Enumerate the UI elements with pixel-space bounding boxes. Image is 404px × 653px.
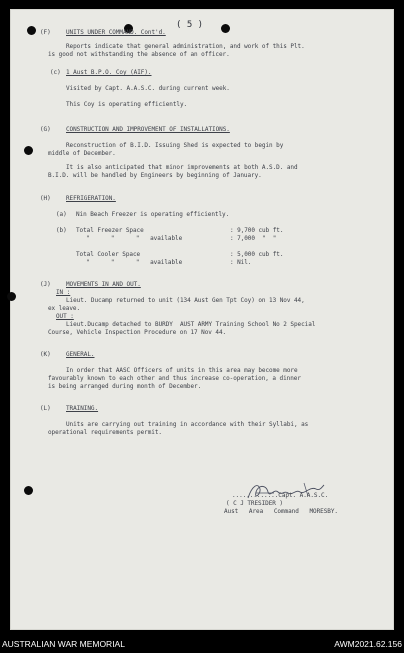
- sub-c-para2: This Coy is operating efficiently.: [66, 101, 188, 108]
- section-g-label: (G): [40, 126, 51, 133]
- cooler-available-value: : Nil.: [230, 259, 252, 266]
- punch-hole-left-1: [24, 146, 33, 155]
- movement-out-line1: Lieut.Ducamp detached to BURDY AUST ARMY Training School No 2 Special: [66, 321, 316, 328]
- section-k-para-line3: is being arranged during month of December.: [48, 383, 202, 390]
- footer-institution: AUSTRALIAN WAR MEMORIAL: [2, 639, 125, 649]
- section-g-para2-line2: B.I.D. will be handled by Engineers by beginning of January.: [48, 172, 262, 179]
- cooler-available-label: " " " available: [86, 259, 183, 266]
- movement-in-line2: ex leave.: [48, 305, 81, 312]
- section-l-para-line1: Units are carrying out training in accordance with their Syllabi, as: [66, 421, 309, 428]
- section-g-para2-line1: It is also anticipated that minor improvements at both A.S.D. and: [66, 164, 298, 171]
- sub-c-label: (c): [50, 69, 61, 76]
- section-k-label: (K): [40, 351, 51, 358]
- signature-line-rank: .............Capt. A.A.S.C.: [232, 492, 329, 499]
- section-f-heading: UNITS UNDER COMMAND. Cont'd.: [66, 29, 166, 36]
- freezer-available-label: " " " available: [86, 235, 183, 242]
- section-l-para-line2: operational requirements permit.: [48, 429, 162, 436]
- sub-b-label: (b): [56, 227, 67, 234]
- section-h-heading: REFRIGERATION.: [66, 195, 116, 202]
- movement-out-label: OUT :: [56, 313, 74, 320]
- section-g-heading: CONSTRUCTION AND IMPROVEMENT OF INSTALLATIONS.: [66, 126, 230, 133]
- section-g-para1-line2: middle of December.: [48, 150, 116, 157]
- sub-a-label: (a): [56, 211, 67, 218]
- page-number: ( 5 ): [176, 20, 204, 30]
- signature-command: Aust Area Command MORESBY.: [224, 508, 338, 515]
- punch-hole-top-left: [27, 26, 36, 35]
- punch-hole-left-3: [24, 486, 33, 495]
- section-f-label: (F): [40, 29, 51, 36]
- footer-accession-number: AWM2021.62.156: [334, 639, 402, 649]
- sub-c-para1: Visited by Capt. A.A.S.C. during current week.: [66, 85, 230, 92]
- section-j-heading: MOVEMENTS IN AND OUT.: [66, 281, 141, 288]
- freezer-available-value: : 7,000 " ": [230, 235, 277, 242]
- freezer-space-label: Total Freezer Space: [76, 227, 144, 234]
- sub-c-title: 1 Aust B.P.O. Coy (AIF).: [66, 69, 152, 76]
- section-l-heading: TRAINING.: [66, 405, 99, 412]
- signature-name: ( C J TRESIDER ): [226, 500, 283, 507]
- footer-bar: [0, 630, 404, 653]
- section-f-para-line1: Reports indicate that general administration, and work of this Plt.: [66, 43, 305, 50]
- punch-hole-left-2: [7, 292, 16, 301]
- cooler-space-value: : 5,000 cub ft.: [230, 251, 284, 258]
- section-g-para1-line1: Reconstruction of B.I.D. Issuing Shed is expected to begin by: [66, 142, 284, 149]
- section-j-label: (J): [40, 281, 51, 288]
- section-k-para-line2: favourably known to each other and thus increase co-operation, a dinner: [48, 375, 301, 382]
- document-page: [10, 9, 394, 630]
- section-l-label: (L): [40, 405, 51, 412]
- section-f-para-line2: is good not withstanding the absence of an officer.: [48, 51, 230, 58]
- section-k-para-line1: In order that AASC Officers of units in this area may become more: [66, 367, 298, 374]
- section-h-label: (H): [40, 195, 51, 202]
- sub-a-text: Nin Beach Freezer is operating efficiently.: [76, 211, 230, 218]
- movement-in-line1: Lieut. Ducamp returned to unit (134 Aust Gen Tpt Coy) on 13 Nov 44,: [66, 297, 305, 304]
- section-k-heading: GENERAL.: [66, 351, 95, 358]
- freezer-space-value: : 9,700 cub ft.: [230, 227, 284, 234]
- cooler-space-label: Total Cooler Space: [76, 251, 141, 258]
- movement-in-label: IN :: [56, 289, 71, 296]
- punch-hole-top-right: [221, 24, 230, 33]
- movement-out-line2: Course, Vehicle Inspection Procedure on 17 Nov 44.: [48, 329, 227, 336]
